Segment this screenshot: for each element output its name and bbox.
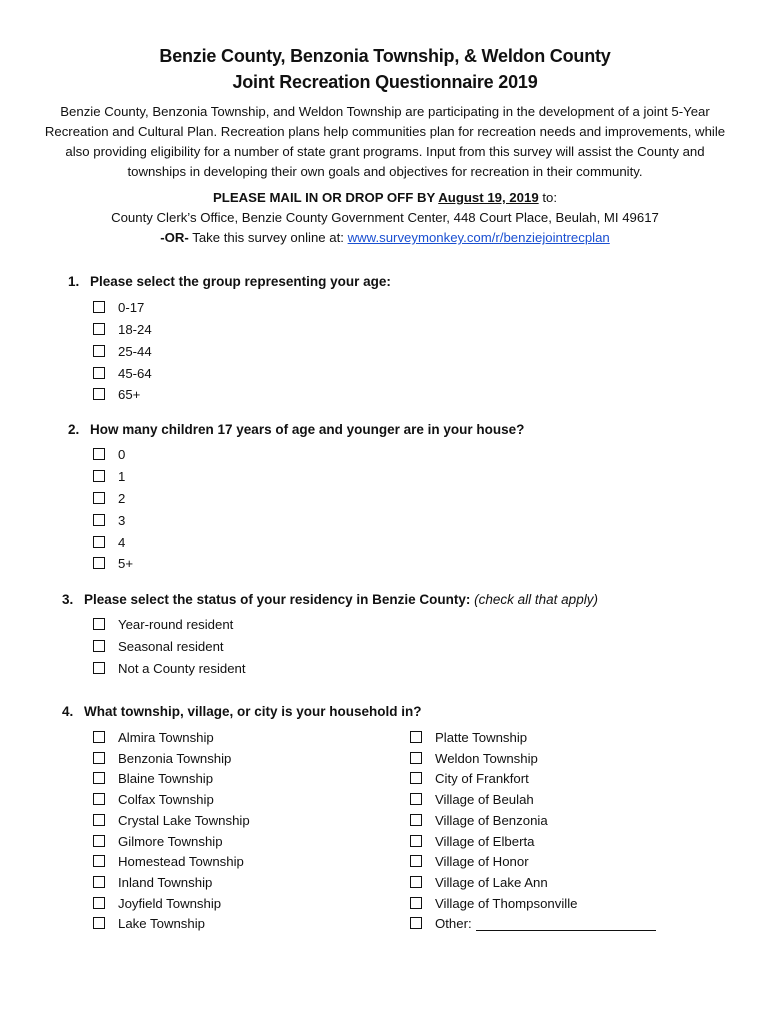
option-label: 3 bbox=[118, 512, 126, 528]
option-label: Weldon Township bbox=[435, 750, 538, 766]
checkbox[interactable] bbox=[410, 752, 422, 764]
option-gilmore-township[interactable] bbox=[93, 832, 223, 850]
option-label: Village of Elberta bbox=[435, 833, 535, 849]
question-text: Please select the group representing your age: bbox=[90, 274, 391, 289]
option-age-25-44[interactable] bbox=[93, 342, 152, 360]
checkbox[interactable] bbox=[93, 557, 105, 569]
checkbox[interactable] bbox=[410, 917, 422, 929]
checkbox[interactable] bbox=[93, 470, 105, 482]
option-age-45-64[interactable] bbox=[93, 364, 152, 382]
option-label: Almira Township bbox=[118, 729, 214, 745]
checkbox[interactable] bbox=[410, 855, 422, 867]
option-homestead-township[interactable] bbox=[93, 852, 244, 870]
option-label: City of Frankfort bbox=[435, 770, 529, 786]
checkbox[interactable] bbox=[93, 618, 105, 630]
or-label: -OR- bbox=[160, 230, 189, 245]
question-4 bbox=[62, 704, 422, 719]
checkbox[interactable] bbox=[93, 793, 105, 805]
option-label: 4 bbox=[118, 534, 126, 550]
option-children-4[interactable] bbox=[93, 533, 125, 551]
option-label: 1 bbox=[118, 468, 126, 484]
checkbox[interactable] bbox=[93, 814, 105, 826]
mail-suffix: to: bbox=[538, 190, 557, 205]
option-other[interactable] bbox=[410, 914, 656, 932]
checkbox[interactable] bbox=[93, 367, 105, 379]
option-village-of-beulah[interactable] bbox=[410, 790, 534, 808]
online-text: Take this survey online at: bbox=[188, 230, 348, 245]
option-label: Village of Benzonia bbox=[435, 812, 548, 828]
option-label: Year-round resident bbox=[118, 616, 234, 632]
mail-deadline bbox=[0, 190, 770, 205]
option-label: Village of Lake Ann bbox=[435, 874, 548, 890]
checkbox[interactable] bbox=[93, 897, 105, 909]
option-inland-township[interactable] bbox=[93, 873, 212, 891]
option-children-2[interactable] bbox=[93, 489, 125, 507]
intro-paragraph: Benzie County, Benzonia Township, and Weldon Township are participating in the development of a joint 5-Year Recreation and Cultural Plan. Recreation plans help communities plan for recreation needs and improvements, while also providing eligibility for a number of state grant programs. Input from this survey will assist the County and townships in developing their own goals and objectives for recreation in their community. bbox=[44, 104, 726, 179]
checkbox[interactable] bbox=[410, 814, 422, 826]
question-number: 3. bbox=[62, 592, 74, 607]
checkbox[interactable] bbox=[410, 793, 422, 805]
option-age-65-plus[interactable] bbox=[93, 385, 140, 403]
option-label: Joyfield Township bbox=[118, 895, 222, 911]
option-label: Platte Township bbox=[435, 729, 528, 745]
option-label: Colfax Township bbox=[118, 791, 214, 807]
checkbox[interactable] bbox=[93, 731, 105, 743]
option-village-of-honor[interactable] bbox=[410, 852, 529, 870]
option-label: 18-24 bbox=[118, 321, 152, 337]
option-label: 65+ bbox=[118, 386, 141, 402]
option-lake-township[interactable] bbox=[93, 914, 205, 932]
checkbox[interactable] bbox=[93, 345, 105, 357]
option-label: 25-44 bbox=[118, 343, 152, 359]
question-number: 2. bbox=[68, 422, 80, 437]
option-benzonia-township[interactable] bbox=[93, 749, 231, 767]
option-children-5-plus[interactable] bbox=[93, 554, 133, 572]
option-label: Crystal Lake Township bbox=[118, 812, 250, 828]
option-label: 5+ bbox=[118, 555, 134, 571]
question-text: How many children 17 years of age and younger are in your house? bbox=[90, 422, 525, 437]
option-not-county-resident[interactable] bbox=[93, 659, 246, 677]
question-text: What township, village, or city is your household in? bbox=[84, 704, 422, 719]
option-platte-township[interactable] bbox=[410, 728, 527, 746]
title-line-1: Benzie County, Benzonia Township, & Weldon County bbox=[159, 46, 611, 66]
option-blaine-township[interactable] bbox=[93, 769, 213, 787]
checkbox[interactable] bbox=[93, 752, 105, 764]
option-village-of-lake-ann[interactable] bbox=[410, 873, 548, 891]
option-label: Not a County resident bbox=[118, 660, 246, 676]
checkbox[interactable] bbox=[93, 917, 105, 929]
checkbox[interactable] bbox=[93, 855, 105, 867]
checkbox[interactable] bbox=[410, 731, 422, 743]
checkbox[interactable] bbox=[410, 772, 422, 784]
option-label: Benzonia Township bbox=[118, 750, 232, 766]
option-label: Village of Honor bbox=[435, 853, 529, 869]
option-label: Gilmore Township bbox=[118, 833, 223, 849]
question-number: 1. bbox=[68, 274, 80, 289]
question-text: Please select the status of your residency in Benzie County: bbox=[84, 592, 471, 607]
option-label: Village of Thompsonville bbox=[435, 895, 578, 911]
checkbox[interactable] bbox=[93, 301, 105, 313]
survey-link[interactable]: www.surveymonkey.com/r/benziejointrecplan bbox=[347, 230, 610, 245]
title-line-2: Joint Recreation Questionnaire 2019 bbox=[232, 72, 538, 92]
option-label: Other: bbox=[435, 915, 472, 931]
checkbox[interactable] bbox=[410, 876, 422, 888]
checkbox[interactable] bbox=[93, 876, 105, 888]
checkbox[interactable] bbox=[93, 492, 105, 504]
option-seasonal-resident[interactable] bbox=[93, 637, 224, 655]
option-label: Inland Township bbox=[118, 874, 213, 890]
other-write-in-line[interactable] bbox=[476, 916, 656, 931]
option-label: Blaine Township bbox=[118, 770, 214, 786]
question-2 bbox=[68, 422, 524, 437]
option-weldon-township[interactable] bbox=[410, 749, 538, 767]
option-label: 0 bbox=[118, 446, 126, 462]
option-village-of-thompsonville[interactable] bbox=[410, 894, 577, 912]
checkbox[interactable] bbox=[93, 388, 105, 400]
online-option bbox=[0, 230, 770, 245]
checkbox[interactable] bbox=[93, 640, 105, 652]
question-3 bbox=[62, 592, 598, 607]
option-joyfield-township[interactable] bbox=[93, 894, 221, 912]
option-label: Lake Township bbox=[118, 915, 205, 931]
option-crystal-lake-township[interactable] bbox=[93, 811, 250, 829]
checkbox[interactable] bbox=[93, 514, 105, 526]
mail-prefix: PLEASE MAIL IN OR DROP OFF BY bbox=[213, 190, 436, 205]
option-year-round-resident[interactable] bbox=[93, 615, 233, 633]
mail-date: August 19, 2019 bbox=[438, 190, 539, 205]
option-city-of-frankfort[interactable] bbox=[410, 769, 529, 787]
mail-address: County Clerk’s Office, Benzie County Government Center, 448 Court Place, Beulah, MI 49617 bbox=[111, 210, 659, 225]
checkbox[interactable] bbox=[410, 835, 422, 847]
option-children-1[interactable] bbox=[93, 467, 125, 485]
option-village-of-benzonia[interactable] bbox=[410, 811, 548, 829]
option-label: Seasonal resident bbox=[118, 638, 224, 654]
checkbox[interactable] bbox=[93, 536, 105, 548]
option-age-18-24[interactable] bbox=[93, 320, 152, 338]
checkbox[interactable] bbox=[93, 448, 105, 460]
checkbox[interactable] bbox=[93, 772, 105, 784]
option-village-of-elberta[interactable] bbox=[410, 832, 534, 850]
checkbox[interactable] bbox=[93, 835, 105, 847]
option-children-0[interactable] bbox=[93, 445, 125, 463]
checkbox[interactable] bbox=[93, 323, 105, 335]
option-children-3[interactable] bbox=[93, 511, 125, 529]
option-age-0-17[interactable] bbox=[93, 298, 144, 316]
checkbox[interactable] bbox=[410, 897, 422, 909]
option-almira-township[interactable] bbox=[93, 728, 214, 746]
checkbox[interactable] bbox=[93, 662, 105, 674]
option-label: 0-17 bbox=[118, 299, 145, 315]
question-note: (check all that apply) bbox=[474, 592, 598, 607]
option-label: Village of Beulah bbox=[435, 791, 534, 807]
option-label: Homestead Township bbox=[118, 853, 244, 869]
question-number: 4. bbox=[62, 704, 74, 719]
option-label: 2 bbox=[118, 490, 126, 506]
option-colfax-township[interactable] bbox=[93, 790, 214, 808]
option-label: 45-64 bbox=[118, 365, 152, 381]
question-1 bbox=[68, 274, 391, 289]
